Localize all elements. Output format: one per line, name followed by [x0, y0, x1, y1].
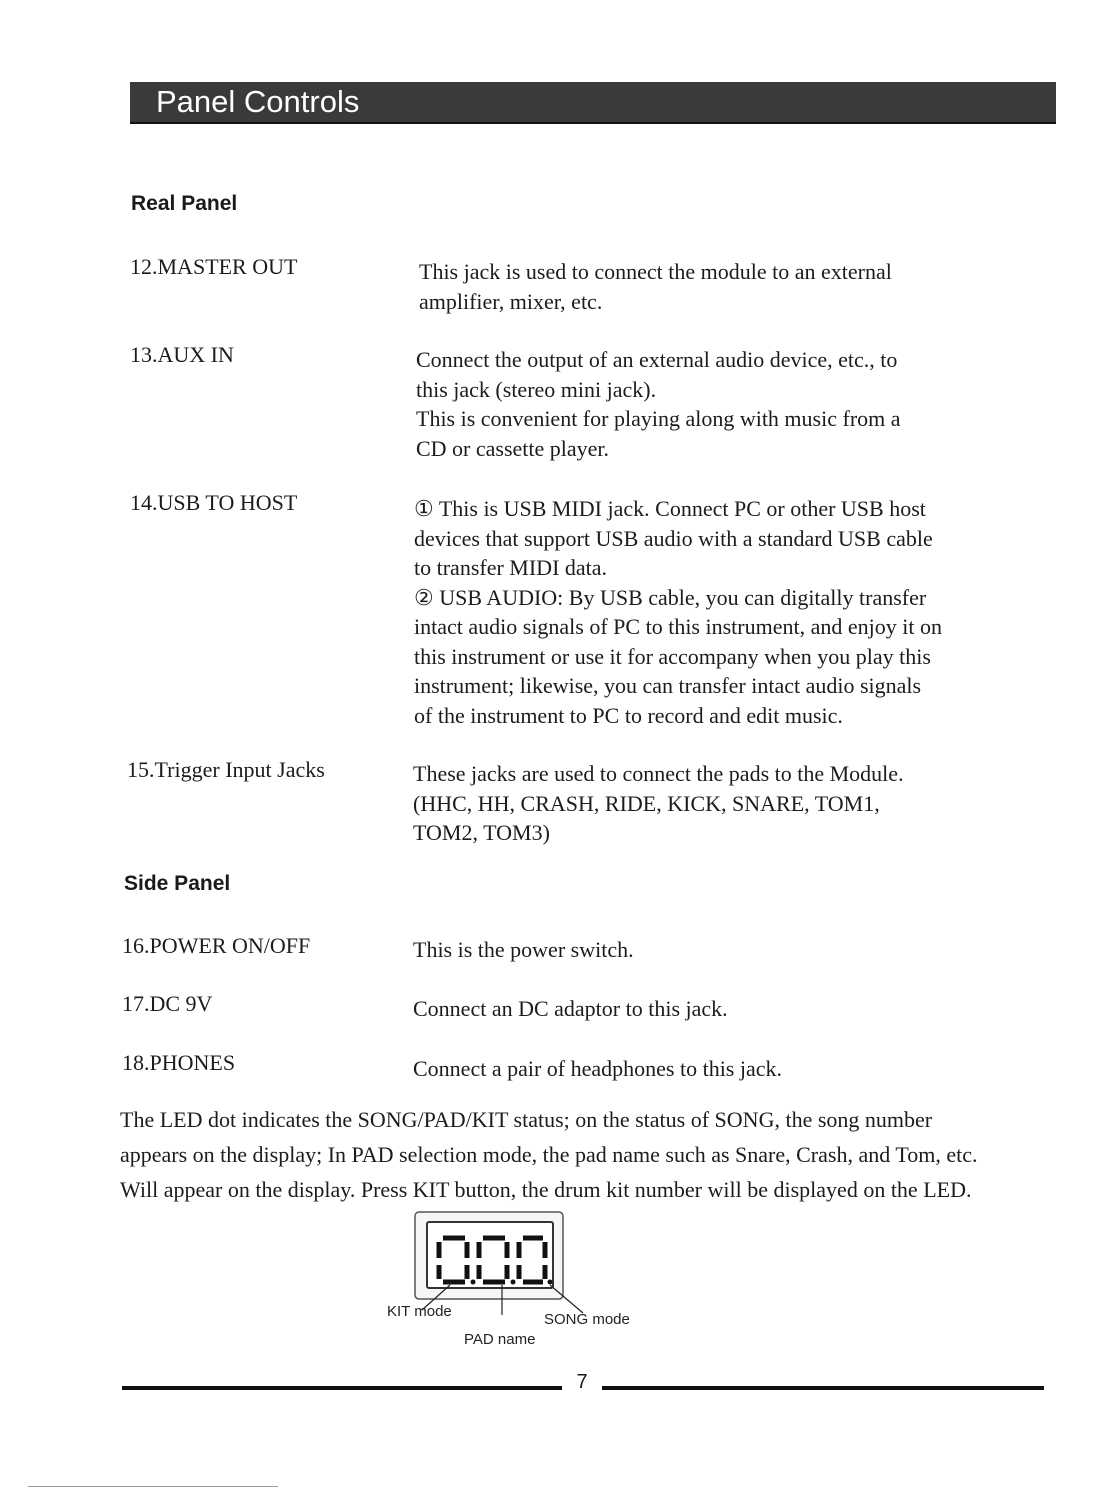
page-number: 7 [576, 1371, 588, 1393]
song-mode-label: SONG mode [544, 1311, 630, 1328]
side-panel-heading: Side Panel [124, 872, 231, 895]
item-label-master-out: 12.MASTER OUT [130, 254, 298, 279]
song-mode-dot [548, 1280, 553, 1285]
item-desc-master-out: This jack is used to connect the module to an external amplifier, mixer, etc. [419, 259, 892, 314]
real-panel-heading: Real Panel [131, 192, 238, 215]
pad-name-dot [511, 1280, 516, 1285]
item-desc-trigger-input-jacks: These jacks are used to connect the pads to the Module. (HHC, HH, CRASH, RIDE, KICK, SNARE, TOM1, TOM2, TOM3) [413, 761, 904, 845]
pad-name-label: PAD name [464, 1331, 536, 1348]
item-label-trigger-input-jacks: 15.Trigger Input Jacks [127, 757, 325, 782]
item-label-aux-in: 13.AUX IN [130, 342, 234, 367]
led-display-screen [427, 1222, 553, 1288]
item-desc-usb-to-host: ① This is USB MIDI jack. Connect PC or other USB host devices that support USB audio with a standard USB cable to transfer MIDI data. ② USB AUDIO: By USB cable, you can digitally transfer intact audio signals of PC to this instrument, and enjoy it on this instrument or use it for accompany when you play this instrument; likewise, you can transfer intact audio signals of the instrument to PC to record and edit music. [414, 496, 942, 728]
led-display-illustration [380, 1205, 700, 1315]
kit-mode-label: KIT mode [387, 1303, 452, 1320]
item-desc-phones: Connect a pair of headphones to this jack. [413, 1056, 783, 1081]
led-display-diagram [380, 1205, 700, 1355]
item-label-usb-to-host: 14.USB TO HOST [130, 490, 298, 515]
kit-mode-dot [471, 1280, 476, 1285]
page-title: Panel Controls [156, 84, 360, 119]
led-status-paragraph: The LED dot indicates the SONG/PAD/KIT status; on the status of SONG, the song number appears on the display; In PAD selection mode, the pad name such as Snare, Crash, and Tom, etc. Will appear on the display. Press KIT button, the drum kit number will be displayed on the LED. [120, 1107, 978, 1202]
item-label-phones: 18.PHONES [122, 1050, 236, 1075]
item-desc-power: This is the power switch. [413, 937, 634, 962]
item-desc-dc-9v: Connect an DC adaptor to this jack. [413, 996, 728, 1021]
footer-rule-right [602, 1386, 1044, 1390]
item-desc-aux-in: Connect the output of an external audio device, etc., to this jack (stereo mini jack). This is convenient for playing along with music from a CD or cassette player. [416, 347, 901, 461]
item-label-dc-9v: 17.DC 9V [122, 991, 213, 1016]
footer-rule-left [122, 1386, 562, 1390]
section-header-bar [130, 82, 1056, 124]
item-label-power: 16.POWER ON/OFF [122, 933, 311, 958]
scan-artifact-line [28, 1486, 278, 1487]
